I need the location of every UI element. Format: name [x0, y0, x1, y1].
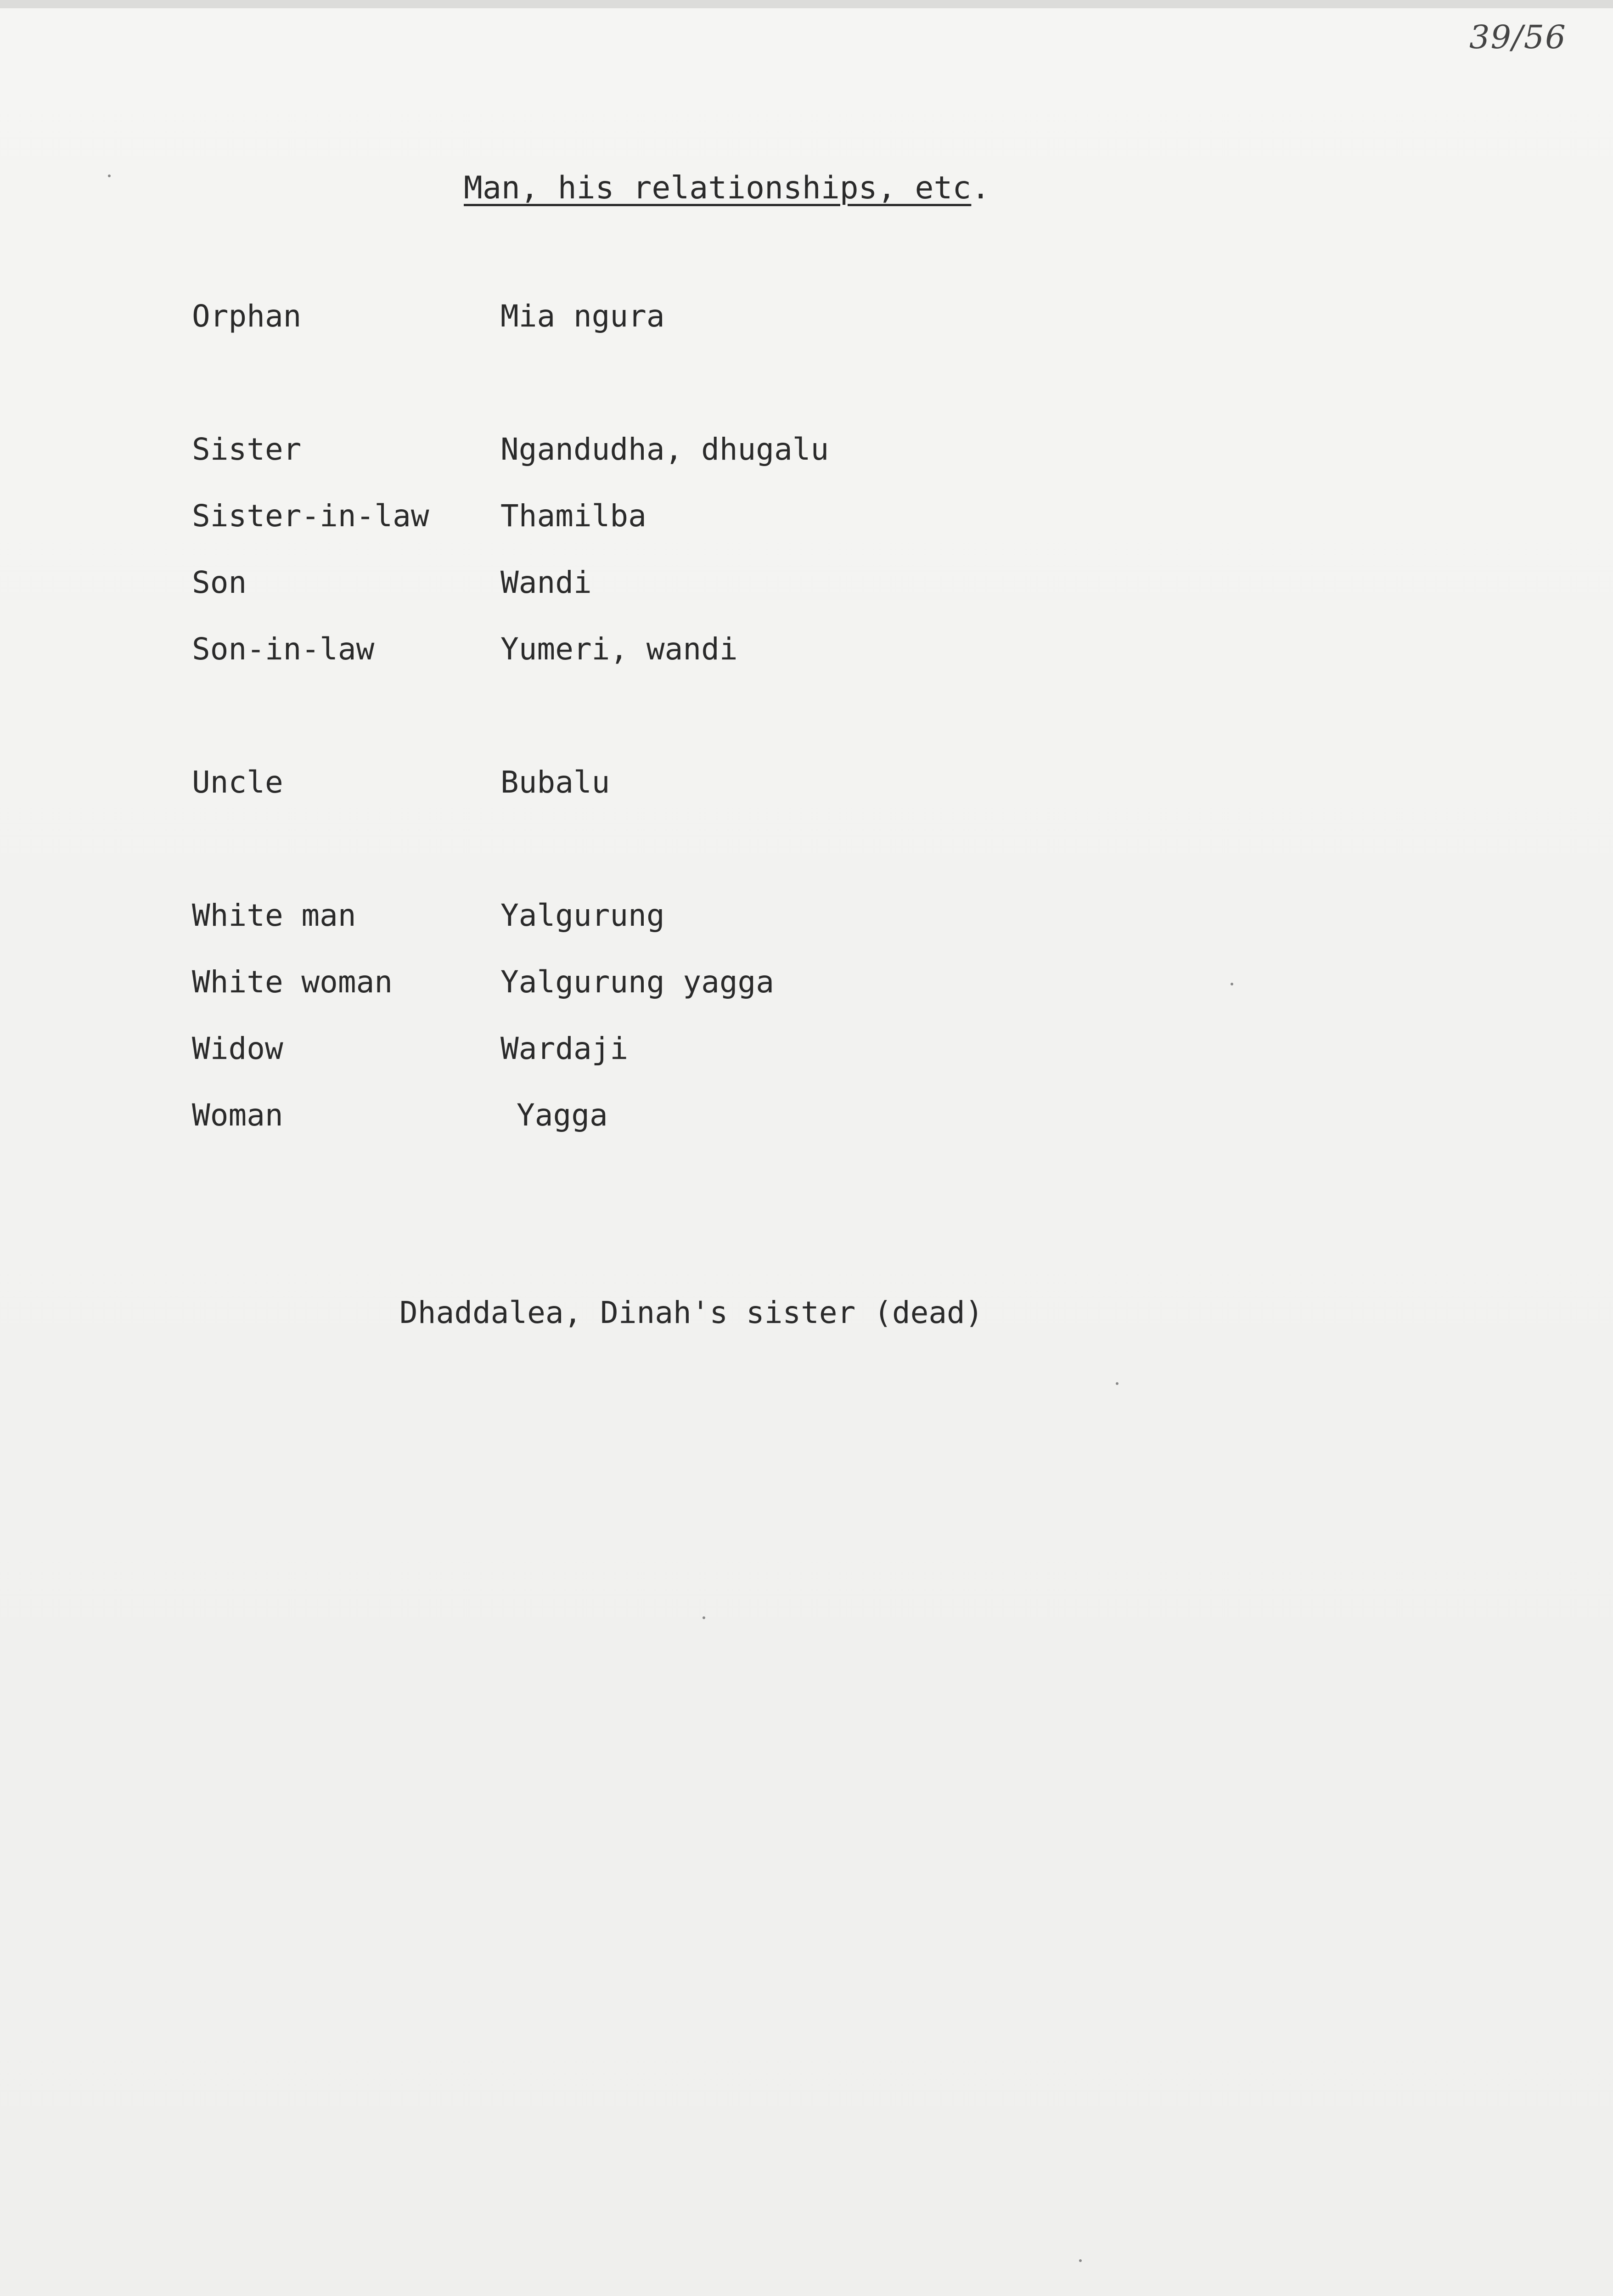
term-white-woman: White woman: [192, 964, 393, 1000]
gloss-sister: Ngandudha, dhugalu: [500, 432, 829, 467]
paper-speck: [1079, 2259, 1082, 2262]
gloss-woman: Yagga: [517, 1097, 608, 1133]
term-son-in-law: Son-in-law: [192, 631, 375, 667]
gloss-white-woman: Yalgurung yagga: [500, 964, 775, 1000]
paper-speck: [703, 1616, 705, 1619]
term-orphan: Orphan: [192, 298, 302, 334]
gloss-sister-in-law: Thamilba: [500, 498, 646, 534]
term-woman: Woman: [192, 1097, 283, 1133]
gloss-son-in-law: Yumeri, wandi: [500, 631, 738, 667]
gloss-uncle: Bubalu: [500, 765, 610, 800]
gloss-widow: Wardaji: [500, 1031, 629, 1066]
page-top-edge: [0, 0, 1613, 8]
page-title: [464, 170, 990, 206]
page-title-text: Man, his relationships, etc: [464, 170, 972, 206]
gloss-son: Wandi: [500, 565, 592, 600]
paper-speck: [108, 174, 111, 177]
gloss-white-man: Yalgurung: [500, 898, 665, 933]
term-son: Son: [192, 565, 247, 600]
folio-number: 39/56: [1469, 18, 1567, 56]
term-widow: Widow: [192, 1031, 283, 1066]
paper-speck: [1231, 983, 1233, 985]
term-sister-in-law: Sister-in-law: [192, 498, 429, 534]
footnote: Dhaddalea, Dinah's sister (dead): [399, 1295, 984, 1330]
gloss-orphan: Mia ngura: [500, 298, 665, 334]
page-title-period: .: [971, 170, 990, 206]
term-sister: Sister: [192, 432, 302, 467]
paper-speck: [1116, 1382, 1118, 1385]
term-white-man: White man: [192, 898, 356, 933]
term-uncle: Uncle: [192, 765, 283, 800]
